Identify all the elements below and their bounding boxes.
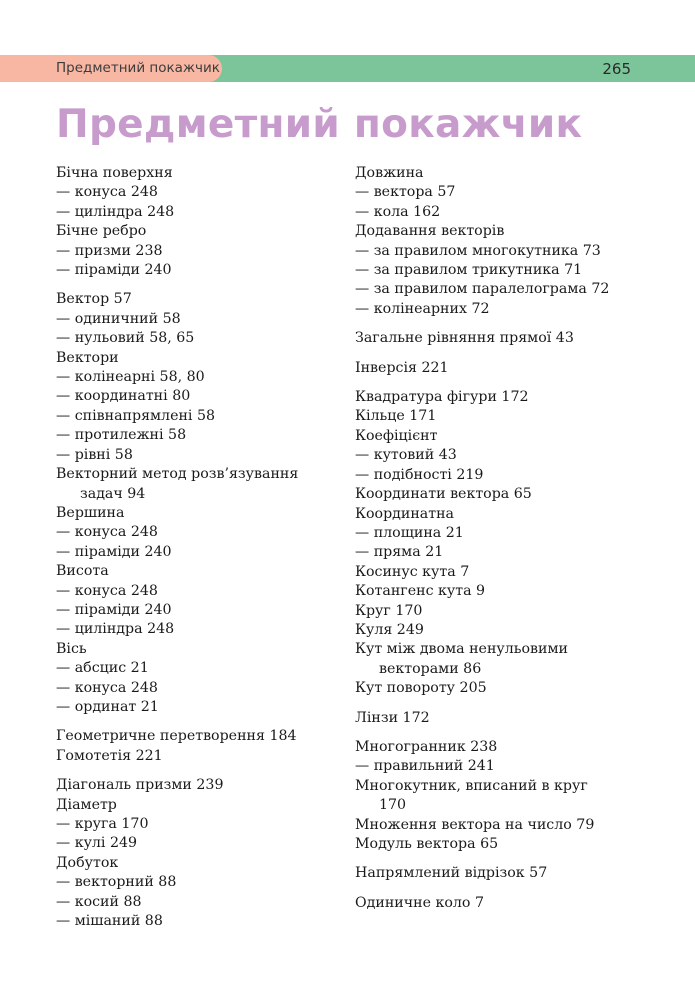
index-entry: Вектори — [56, 349, 119, 366]
index-group — [355, 359, 655, 378]
index-entry: — мішаний 88 — [56, 913, 163, 930]
index-entry: — ординат 21 — [56, 698, 159, 715]
index-entry: — кулі 249 — [56, 835, 138, 852]
index-entry: — призми 238 — [56, 242, 163, 259]
index-entry: — рівні 58 — [56, 446, 133, 463]
index-entry: — протилежні 58 — [56, 427, 187, 444]
index-entry: задач 94 — [80, 485, 146, 502]
index-entry: — косий 88 — [56, 893, 142, 910]
index-group — [355, 329, 655, 348]
index-entry: Модуль вектора 65 — [355, 836, 499, 852]
index-entry: — абсцис 21 — [56, 660, 149, 677]
index-entry: Висота — [56, 563, 109, 580]
index-entry: — круга 170 — [56, 816, 149, 832]
index-group — [355, 738, 655, 854]
index-entry: Гомотетія 221 — [56, 747, 163, 764]
index-group — [56, 164, 346, 280]
index-entry: — піраміди 240 — [56, 543, 172, 560]
index-entry: Вершина — [56, 504, 125, 521]
index-entry: — правильний 241 — [355, 758, 495, 775]
index-entry: — векторний 88 — [56, 874, 177, 891]
index-entry: Діаметр — [56, 796, 117, 813]
index-entry: — кола 162 — [355, 203, 441, 220]
section-label: Предметний покажчик — [56, 60, 220, 76]
index-entry: Лінзи 172 — [355, 709, 430, 726]
index-entry: — циліндра 248 — [56, 621, 175, 638]
index-entry: — одиничний 58 — [56, 310, 181, 327]
index-entry: — площина 21 — [355, 524, 464, 541]
index-entry: Загальне рівняння прямої 43 — [355, 330, 574, 347]
index-group — [56, 776, 346, 931]
index-column-right — [355, 164, 655, 913]
index-entry: — за правилом многокутника 73 — [355, 242, 601, 259]
index-entry: Коефіцієнт — [355, 427, 438, 444]
index-entry: Кут між двома ненульовими — [355, 641, 568, 658]
index-entry: — за правилом трикутника 71 — [355, 262, 583, 279]
index-entry: — піраміди 240 — [56, 262, 172, 279]
index-group — [355, 894, 655, 913]
index-entry: — циліндра 248 — [56, 203, 175, 220]
index-entry: — конуса 248 — [56, 524, 158, 541]
index-entry: — пряма 21 — [355, 544, 444, 561]
index-entry: — вектора 57 — [355, 184, 456, 201]
index-group — [355, 388, 655, 699]
index-entry: Інверсія 221 — [355, 359, 449, 376]
index-entry: Квадратура фігури 172 — [355, 389, 529, 406]
index-entry: Геометричне перетворення 184 — [56, 728, 297, 745]
index-entry: векторами 86 — [379, 660, 482, 677]
index-entry: Бічне ребро — [56, 223, 147, 240]
index-group — [355, 164, 655, 319]
index-entry: Многогранник 238 — [355, 738, 498, 755]
index-entry: Котангенс кута 9 — [355, 583, 486, 600]
index-entry: — координатні 80 — [56, 388, 191, 405]
index-entry: Бічна поверхня — [56, 165, 173, 181]
index-group — [355, 709, 655, 728]
index-entry: Вектор 57 — [56, 291, 132, 308]
index-entry: Одиничне коло 7 — [355, 894, 484, 911]
index-entry: — колінеарні 58, 80 — [56, 369, 205, 386]
index-entry: Круг 170 — [355, 602, 423, 619]
page-title: Предметний покажчик — [56, 102, 583, 147]
index-entry: Кут повороту 205 — [355, 680, 487, 697]
index-column-left — [56, 164, 346, 931]
index-entry: Вісь — [56, 640, 87, 657]
index-entry: Напрямлений відрізок 57 — [355, 865, 548, 882]
index-entry: — колінеарних 72 — [355, 300, 490, 317]
index-entry: — подібності 219 — [355, 466, 484, 483]
index-entry: Множення вектора на число 79 — [355, 816, 595, 833]
index-group — [56, 290, 346, 717]
index-entry: — кутовий 43 — [355, 447, 457, 464]
index-entry: — конуса 248 — [56, 582, 158, 599]
index-entry: — конуса 248 — [56, 184, 158, 201]
index-entry: Косинус кута 7 — [355, 563, 470, 580]
section-tab — [0, 55, 222, 82]
index-entry: Векторний метод розв’язування — [56, 466, 299, 483]
index-entry: Многокутник, вписаний в круг — [355, 777, 588, 794]
index-entry: Діагональ призми 239 — [56, 777, 224, 794]
index-entry: 170 — [379, 797, 407, 814]
header-band — [0, 55, 695, 82]
index-entry: Додавання векторів — [355, 223, 505, 240]
index-entry: — за правилом паралелограма 72 — [355, 281, 610, 298]
index-entry: Кільце 171 — [355, 408, 437, 425]
index-group — [56, 727, 346, 766]
index-entry: Куля 249 — [355, 621, 424, 638]
index-entry: — конуса 248 — [56, 679, 158, 696]
index-group — [355, 864, 655, 883]
index-entry: — нульовий 58, 65 — [56, 330, 195, 347]
index-entry: — співнапрямлені 58 — [56, 407, 216, 424]
index-entry: Координати вектора 65 — [355, 486, 532, 503]
index-entry: Довжина — [355, 165, 424, 181]
page-number: 265 — [602, 60, 631, 78]
index-entry: Координатна — [355, 505, 455, 522]
index-entry: — піраміди 240 — [56, 601, 172, 618]
index-entry: Добуток — [56, 854, 119, 871]
